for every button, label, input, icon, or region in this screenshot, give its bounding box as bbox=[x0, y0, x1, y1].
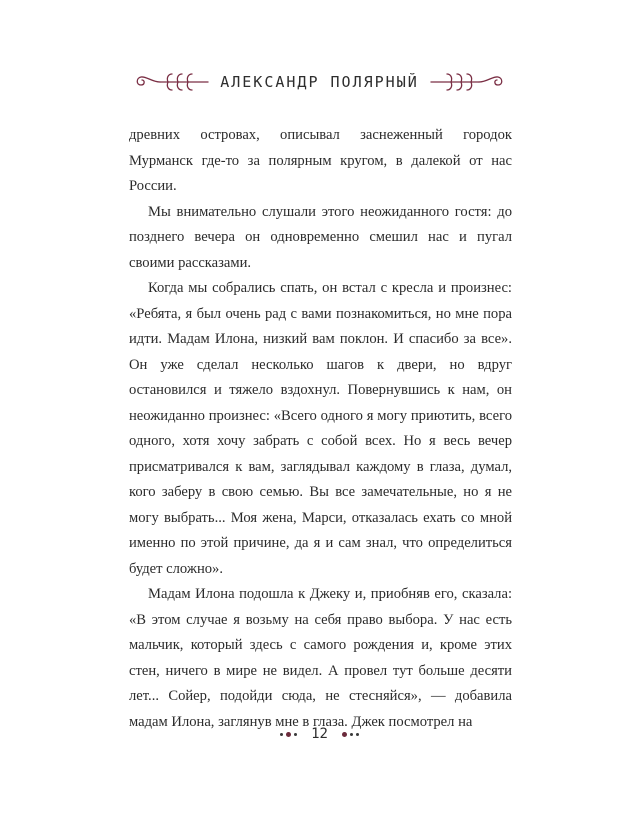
left-dots-icon bbox=[280, 732, 297, 737]
author-name: АЛЕКСАНДР ПОЛЯРНЫЙ bbox=[220, 73, 419, 91]
page-number: 12 bbox=[311, 726, 328, 742]
paragraph: Мы внимательно слушали этого неожиданного гостя: до позднего вечера он одновременно смешил нас и пугал своими рассказами. bbox=[129, 203, 512, 271]
page-folio bbox=[0, 726, 639, 742]
paragraph: Мадам Илона подошла к Джеку и, приобняв его, сказала: «В этом случае я возьму на себя право выбора. У нас есть мальчик, который здесь с самого рождения и, кроме этих стен, ничего в мире не видел. А провел тут больше десяти лет... Сойер, подойди сюда, не стесняйся», — добавила мадам Илона, заглянув мне в глаза. Джек посмотрел на bbox=[129, 586, 512, 730]
left-flourish-icon bbox=[134, 70, 210, 94]
running-header bbox=[0, 66, 639, 98]
body-text bbox=[129, 123, 512, 735]
paragraph: Когда мы собрались спать, он встал с кресла и произнес: «Ребята, я был очень рад с вами познакомиться, но мне пора идти. Мадам Илона, низкий вам поклон. И спасибо за все». Он уже сделал несколько шагов к двери, но вдруг остановился и тяжело вздохнул. Повернувшись к нам, он неожиданно произнес: «Всего одного я могу приютить, всего одного, хотя хочу забрать с собой всех. Но я весь вечер присматривался к вам, заглядывал каждому в глаза, думал, кого заберу в свою семью. Вы все замечательные, но я не могу выбрать... Моя жена, Марси, отказалась ехать со мной именно по этой причине, да я и сам знал, что определиться будет сложно». bbox=[129, 280, 512, 577]
right-flourish-icon bbox=[429, 70, 505, 94]
right-dots-icon bbox=[342, 732, 359, 737]
paragraph-continuation: древних островах, описывал заснеженный городок Мурманск где-то за полярным кругом, в далекой от нас России. bbox=[129, 127, 512, 194]
